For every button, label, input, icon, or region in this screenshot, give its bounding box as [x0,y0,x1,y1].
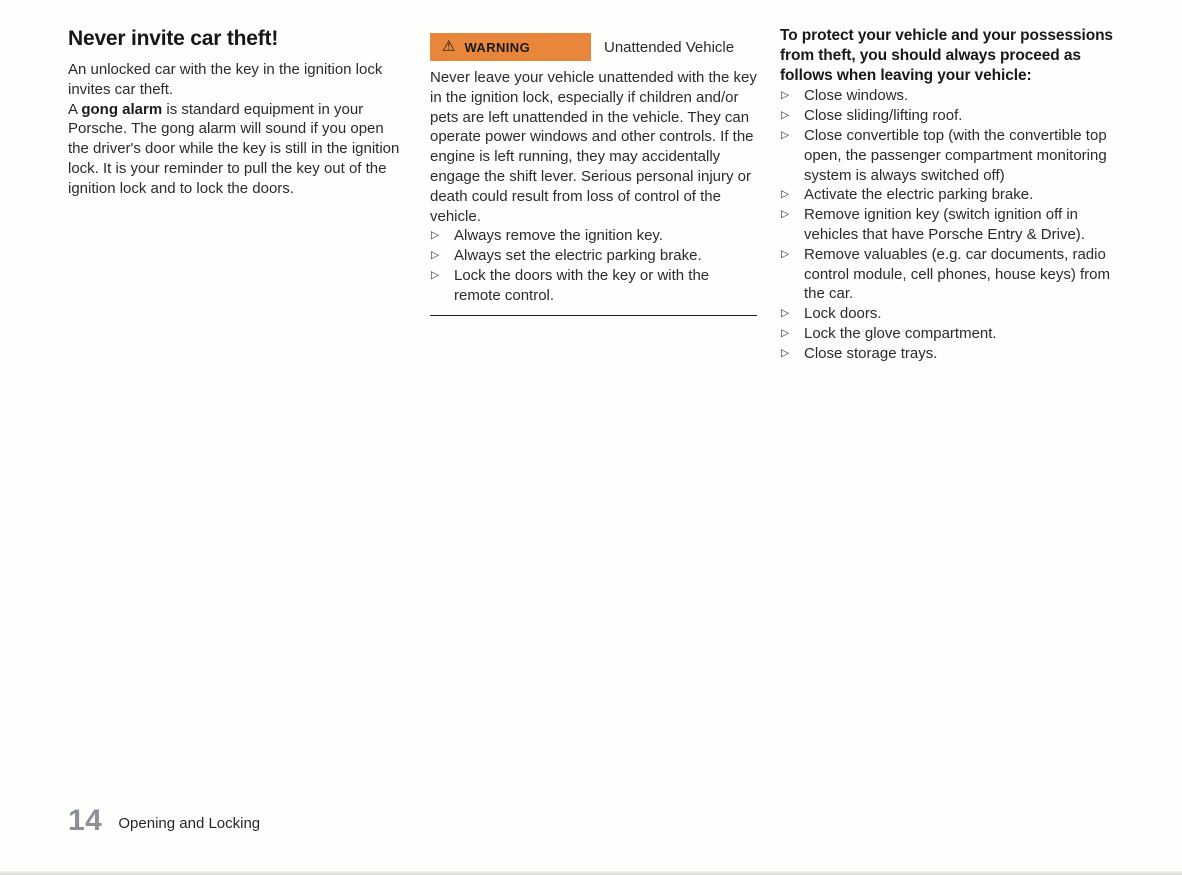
triangle-bullet-icon: ▷ [431,268,440,281]
triangle-bullet-icon: ▷ [781,247,790,260]
warning-title: Unattended Vehicle [604,38,735,56]
left-paragraph-1: An unlocked car with the key in the ignition lock invites car theft. [68,61,383,98]
gong-alarm-bold: gong alarm [81,100,163,118]
list-item [430,246,757,266]
triangle-bullet-icon: ▷ [781,109,790,122]
warning-header [430,33,757,61]
triangle-bullet-icon: ▷ [781,346,790,359]
bullet-text: Lock the doors with the key or with the remote control. [454,266,710,304]
list-item [430,226,757,246]
list-item [780,344,1116,364]
para2-prefix: A [68,100,82,118]
bullet-text: Close convertible top (with the convertible top open, the passenger compartment monitoring system is always switched off) [804,126,1107,184]
triangle-bullet-icon: ▷ [781,208,790,221]
bullet-text: Remove ignition key (switch ignition off in vehicles that have Porsche Entry & Drive). [804,206,1085,243]
section-divider [430,315,757,316]
list-item [780,185,1116,205]
warning-body: Never leave your vehicle unattended with the key in the ignition lock, especially if children and/or pets are left unattended in the vehicle. They can operate power windows and other controls. If the engine is left running, they may accidentally engage the shift lever. Serious personal injury or death could result from loss of control of the vehicle. [430,69,757,225]
page-footer [68,806,260,836]
bullet-text: Lock the glove compartment. [804,324,997,342]
bullet-text: Activate the electric parking brake. [804,186,1034,204]
warning-bullet-list [430,226,757,305]
bullet-text: Remove valuables (e.g. car documents, radio control module, cell phones, house keys) from the car. [804,245,1110,303]
triangle-bullet-icon: ▷ [781,307,790,320]
bullet-text: Close storage trays. [804,344,938,362]
bullet-text: Lock doors. [804,305,882,323]
list-item [780,205,1116,245]
list-item [780,86,1116,106]
list-item [780,324,1116,344]
middle-column [430,33,757,316]
triangle-bullet-icon: ▷ [781,128,790,141]
triangle-bullet-icon: ▷ [781,326,790,339]
warning-triangle-icon: ⚠ [442,37,456,55]
triangle-bullet-icon: ▷ [431,249,440,262]
right-column [780,26,1116,364]
list-item [780,245,1116,304]
bullet-text: Close windows. [804,87,909,105]
list-item [780,304,1116,324]
triangle-bullet-icon: ▷ [431,229,440,242]
left-column [68,26,406,199]
para2-rest: is standard equipment in your Porsche. The gong alarm will sound if you open the driver's door while the key is still in the ignition lock. It is your reminder to pull the key out of the ignition lock and to lock the doors. [68,100,400,197]
triangle-bullet-icon: ▷ [781,188,790,201]
list-item [780,106,1116,126]
footer-section-title: Opening and Locking [118,815,261,832]
list-item [780,126,1116,185]
triangle-bullet-icon: ▷ [781,89,790,102]
page-number: 14 [68,804,103,837]
bullet-text: Always set the electric parking brake. [454,247,702,265]
warning-label: WARNING [464,39,531,55]
bullet-text: Close sliding/lifting roof. [804,107,963,125]
section-heading: Never invite car theft! [68,27,279,50]
page-bottom-edge [0,871,1182,875]
procedure-intro: To protect your vehicle and your possessions from theft, you should always proceed as follows when leaving your vehicle: [780,27,1113,84]
left-paragraph-2 [68,100,406,199]
procedure-bullet-list [780,86,1116,363]
warning-box [430,33,591,61]
list-item [430,266,757,306]
bullet-text: Always remove the ignition key. [454,227,663,245]
